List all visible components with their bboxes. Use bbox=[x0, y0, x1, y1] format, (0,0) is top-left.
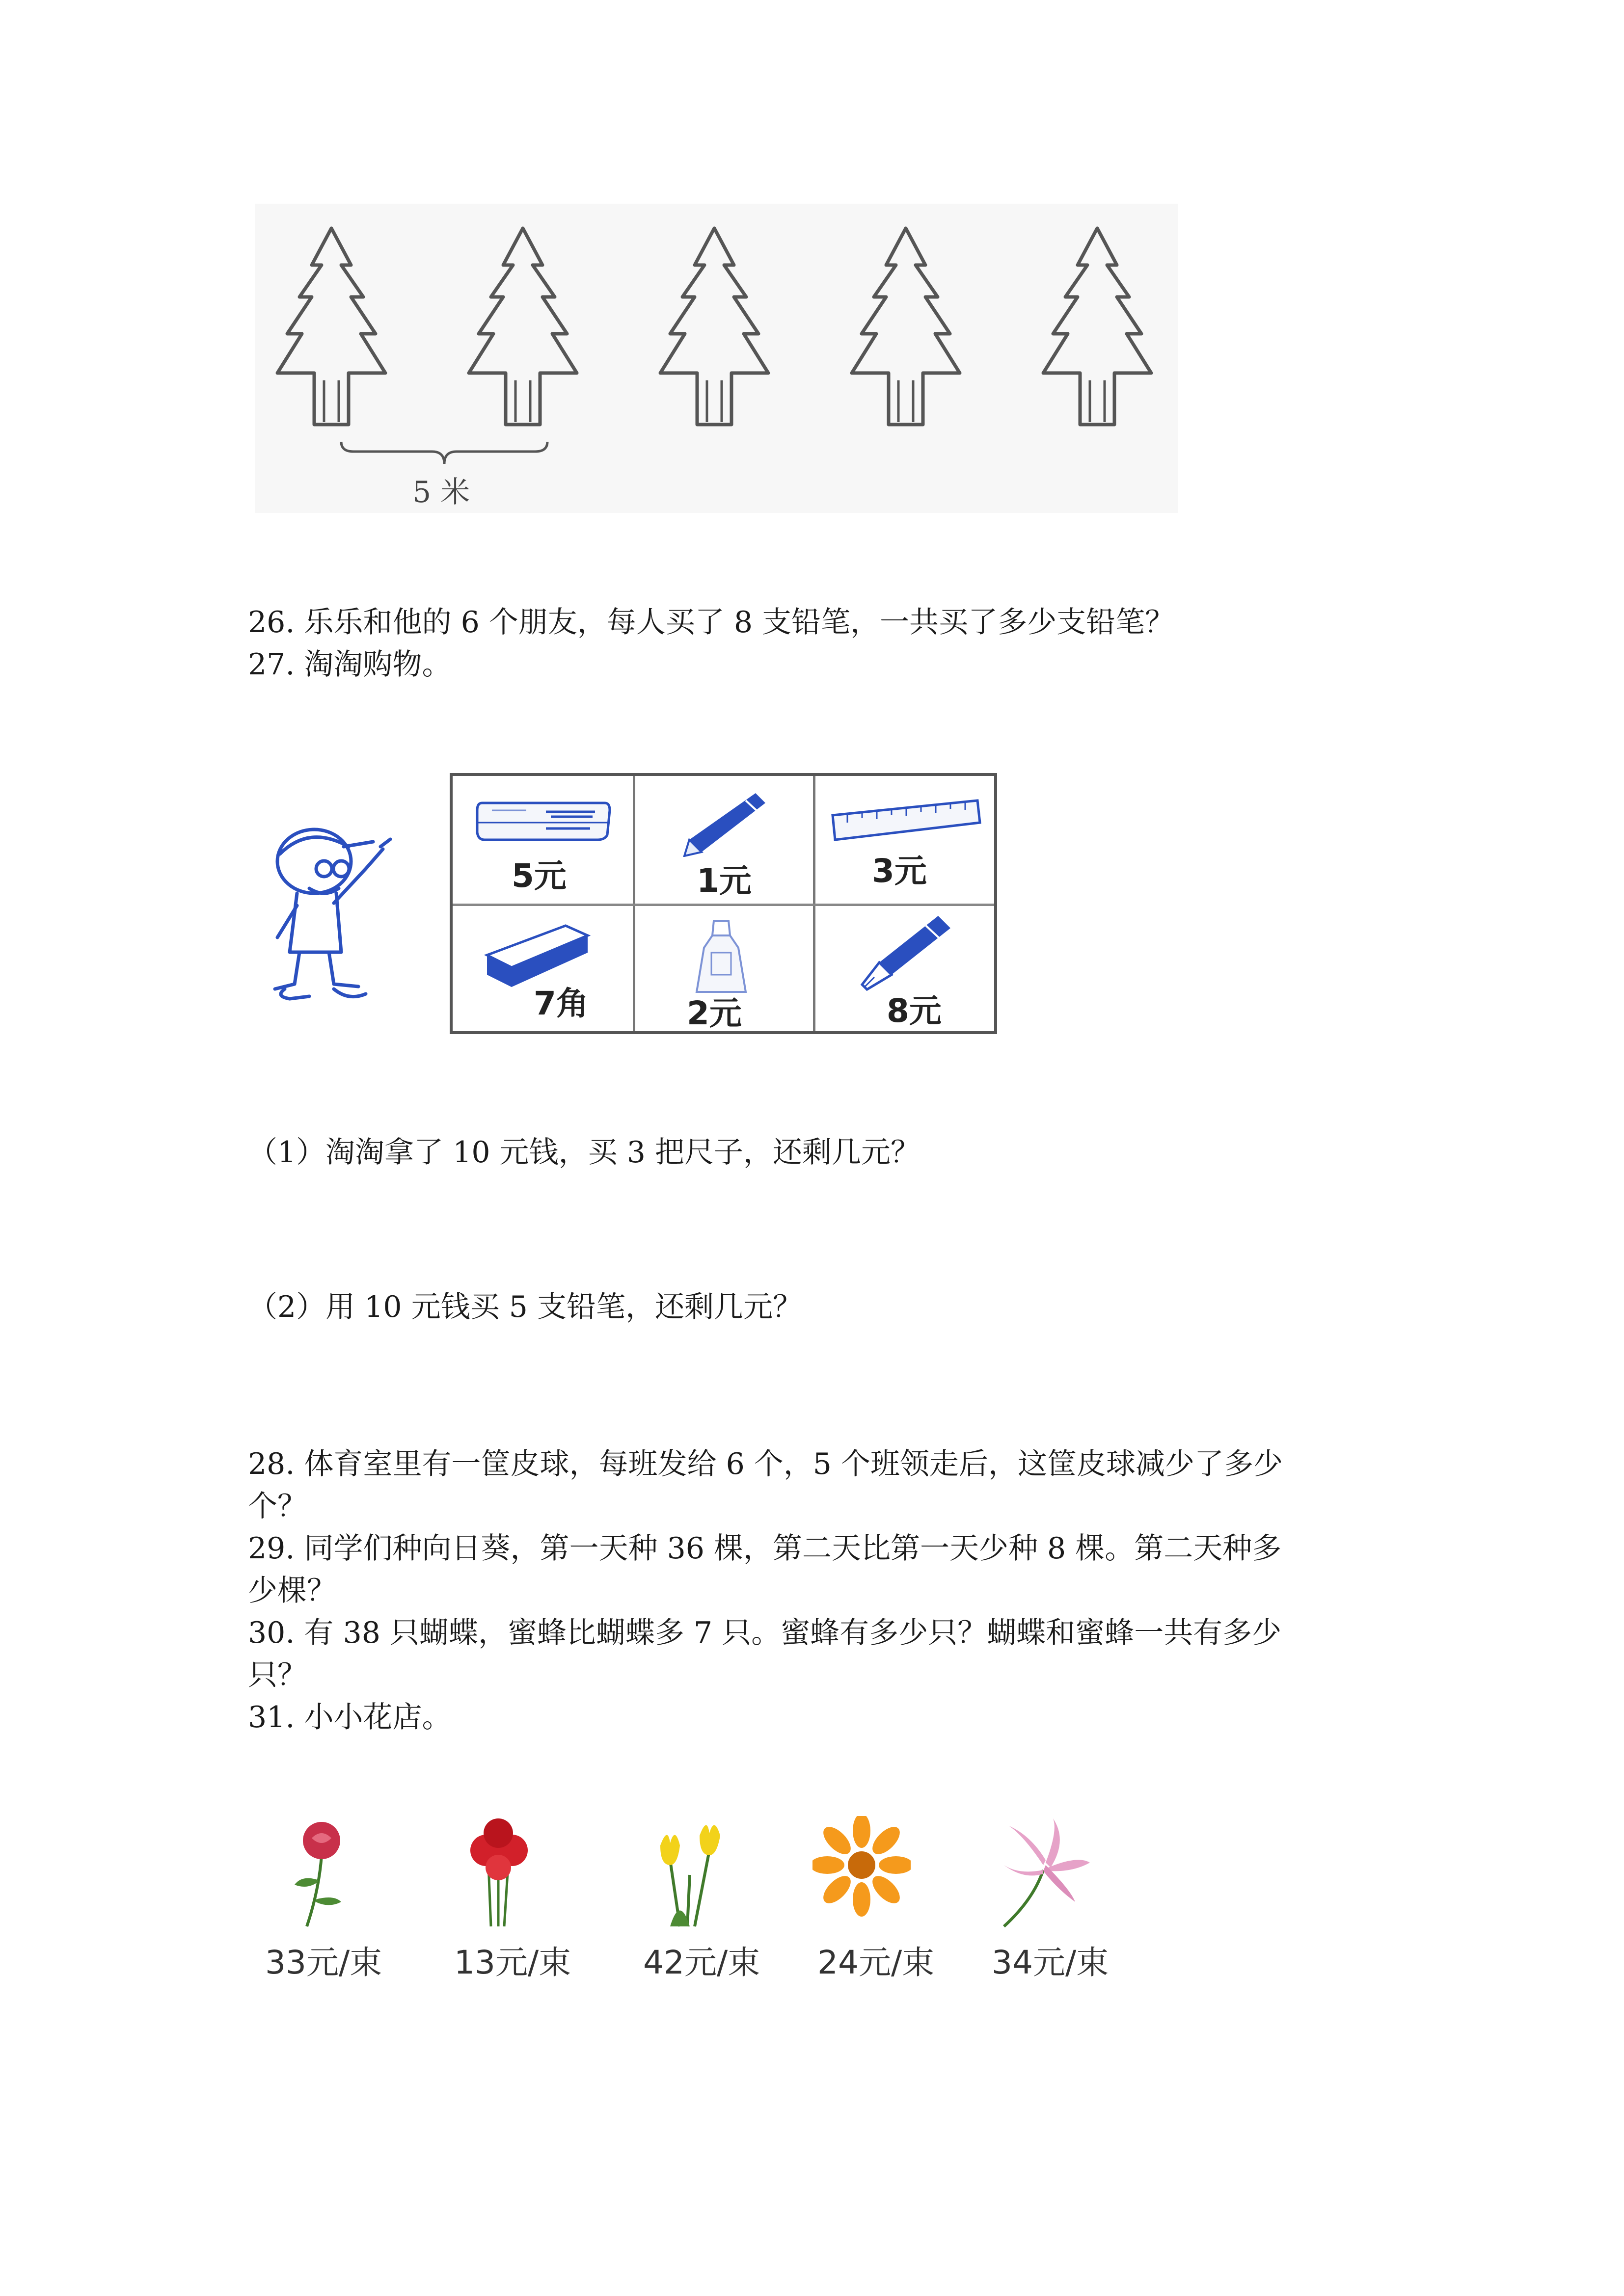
question-26: 26. 乐乐和他的 6 个朋友，每人买了 8 支铅笔，一共买了多少支铅笔？ bbox=[248, 605, 1175, 640]
tree-spacing-figure bbox=[255, 204, 1178, 513]
item-cell-pencil bbox=[633, 776, 813, 904]
price-label: 8元 bbox=[887, 992, 942, 1030]
lily-price: 34元/束 bbox=[992, 1944, 1109, 1981]
item-cell-pencil-box bbox=[453, 776, 633, 904]
boy-pointing-icon bbox=[255, 820, 403, 1006]
ruler-icon bbox=[828, 796, 985, 845]
lily-icon bbox=[994, 1816, 1092, 1929]
rose-icon bbox=[272, 1816, 371, 1929]
tree-icon bbox=[839, 223, 972, 429]
question-28-line-1: 28. 体育室里有一筐皮球，每班发给 6 个，5 个班领走后，这筐皮球减少了多少 bbox=[248, 1447, 1283, 1481]
price-label: 1元 bbox=[697, 862, 752, 900]
item-cell-ruler bbox=[813, 776, 993, 904]
item-cell-eraser bbox=[453, 906, 633, 1034]
question-27-part-1: （1）淘淘拿了 10 元钱，买 3 把尺子，还剩几元？ bbox=[248, 1135, 920, 1170]
tree-icon bbox=[265, 223, 398, 429]
tree-icon bbox=[457, 223, 589, 429]
item-cell-glue bbox=[633, 906, 813, 1034]
question-27: 27. 淘淘购物。 bbox=[248, 647, 452, 682]
gerbera-icon bbox=[812, 1816, 911, 1929]
tulip-icon bbox=[641, 1816, 739, 1929]
item-cell-pen bbox=[813, 906, 993, 1034]
rose-price: 33元/束 bbox=[265, 1944, 382, 1981]
price-label: 5元 bbox=[512, 857, 567, 895]
pencil-icon bbox=[672, 788, 770, 857]
question-31: 31. 小小花店。 bbox=[248, 1700, 452, 1735]
spacing-brace bbox=[339, 439, 550, 469]
price-label: 7角 bbox=[534, 985, 589, 1022]
tree-icon bbox=[1031, 223, 1164, 429]
price-label: 3元 bbox=[872, 852, 927, 890]
fountain-pen-icon bbox=[847, 911, 955, 994]
price-label: 2元 bbox=[687, 994, 742, 1032]
tulip-price: 42元/束 bbox=[643, 1944, 760, 1981]
question-28-line-2: 个？ bbox=[248, 1489, 307, 1523]
carnation-price: 13元/束 bbox=[454, 1944, 571, 1981]
price-table bbox=[450, 773, 997, 1034]
question-27-part-2: （2）用 10 元钱买 5 支铅笔，还剩几元？ bbox=[248, 1290, 802, 1324]
gerbera-price: 24元/束 bbox=[817, 1944, 935, 1981]
question-30-line-2: 只？ bbox=[248, 1658, 307, 1692]
carnation-icon bbox=[449, 1816, 547, 1929]
glue-bottle-icon bbox=[692, 918, 751, 997]
pencil-box-icon bbox=[472, 793, 615, 847]
question-29-line-1: 29. 同学们种向日葵，第一天种 36 棵，第二天比第一天少种 8 棵。第二天种多 bbox=[248, 1531, 1282, 1566]
question-29-line-2: 少棵？ bbox=[248, 1574, 336, 1608]
question-30-line-1: 30. 有 38 只蝴蝶，蜜蜂比蝴蝶多 7 只。蜜蜂有多少只？蝴蝶和蜜蜂一共有多少 bbox=[248, 1616, 1282, 1650]
spacing-label: 5 米 bbox=[412, 475, 470, 509]
tree-icon bbox=[648, 223, 781, 429]
